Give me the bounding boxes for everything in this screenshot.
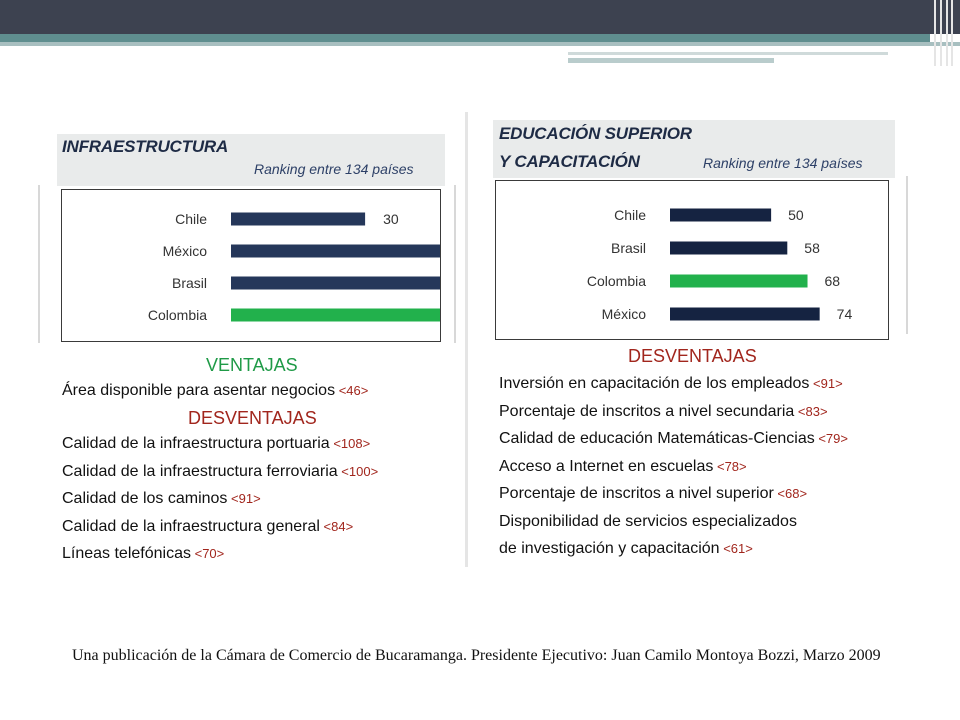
- category-label: Brasil: [171, 275, 207, 291]
- category-label: México: [162, 243, 207, 259]
- right-desventaja-item: [499, 375, 843, 393]
- left-desventaja-item: [62, 463, 378, 481]
- slide-accent-line: [568, 52, 888, 55]
- right-desventaja-item-rank: <78>: [713, 458, 747, 474]
- right-chart-subtitle: Ranking entre 134 países: [703, 155, 863, 171]
- bar-méxico: [670, 308, 820, 321]
- value-label: 30: [383, 211, 399, 227]
- right-desventaja-item-rank: <61>: [719, 541, 753, 556]
- category-label: México: [601, 306, 646, 322]
- right-desventaja-item-text: de investigación y capacitación: [499, 540, 720, 557]
- left-desventajas-heading: DESVENTAJAS: [188, 408, 317, 428]
- left-desventaja-item-rank: <70>: [190, 546, 225, 561]
- left-desventaja-item-text: Calidad de la infraestructura portuaria: [62, 435, 330, 452]
- slide-corner-lines: [932, 0, 954, 66]
- slide-accent-stripe-light: [0, 42, 960, 46]
- category-label: Chile: [614, 207, 646, 223]
- right-desventaja-item-rank: <68>: [773, 486, 808, 501]
- panel-edge: [454, 185, 456, 343]
- bar-brasil: [670, 242, 787, 255]
- right-desventaja-item-text: Disponibilidad de servicios especializados: [499, 512, 797, 530]
- left-desventaja-item: [62, 545, 224, 563]
- slide-top-bar: [0, 0, 960, 34]
- right-desventaja-item: [499, 403, 828, 421]
- panel-edge: [38, 185, 40, 343]
- bar-chile: [231, 213, 365, 226]
- right-desventaja-item-rank: <83>: [794, 403, 828, 419]
- right-bar-chart: [496, 181, 888, 339]
- right-desventaja-item: [499, 458, 747, 476]
- panel-edge: [906, 176, 908, 334]
- left-desventaja-item-text: Calidad de la infraestructura general: [62, 517, 320, 535]
- left-bar-chart: [62, 190, 440, 341]
- panel-separator: [465, 112, 468, 567]
- left-desventaja-item-text: Líneas telefónicas: [62, 545, 191, 562]
- right-desventaja-item-text: Porcentaje de inscritos a nivel superior: [499, 485, 774, 502]
- right-desventaja-item: [499, 430, 848, 448]
- bar-méxico: [231, 245, 440, 258]
- category-label: Brasil: [610, 240, 646, 256]
- value-label: 68: [824, 273, 841, 289]
- right-desventaja-item-text: Calidad de educación Matemáticas-Ciencias: [499, 430, 815, 447]
- slide-accent-stripe: [0, 34, 930, 42]
- right-desventaja-item: [499, 485, 807, 503]
- bar-brasil: [231, 277, 440, 290]
- ventaja-item-text: Área disponible para asentar negocios: [62, 382, 336, 399]
- left-desventaja-item-rank: <91>: [227, 491, 261, 506]
- value-label: 50: [788, 207, 804, 223]
- left-desventaja-item-rank: <108>: [329, 436, 371, 451]
- ventaja-item-rank: <46>: [335, 383, 369, 398]
- right-chart-title-line1: EDUCACIÓN SUPERIOR: [499, 124, 692, 143]
- footer-caption: Una publicación de la Cámara de Comercio de Bucaramanga. Presidente Ejecutivo: Juan Camilo Montoya Bozzi, Marzo 2009: [72, 647, 881, 664]
- right-desventaja-item: [499, 540, 753, 558]
- ventaja-item: [62, 382, 368, 400]
- right-desventaja-item: [499, 513, 797, 531]
- right-chart-box: [495, 180, 889, 340]
- value-label: 74: [836, 306, 853, 322]
- left-desventaja-item: [62, 490, 261, 508]
- right-desventaja-item-text: Acceso a Internet en escuelas: [499, 457, 714, 475]
- left-chart-box: [61, 189, 441, 342]
- right-desventajas-heading: DESVENTAJAS: [628, 346, 757, 366]
- right-desventaja-item-text: Porcentaje de inscritos a nivel secundaria: [499, 402, 795, 420]
- left-chart-subtitle: Ranking entre 134 países: [254, 161, 414, 177]
- bar-colombia: [231, 309, 440, 322]
- bar-colombia: [670, 275, 808, 288]
- right-desventaja-item-text: Inversión en capacitación de los empleados: [499, 375, 810, 392]
- right-desventaja-item-rank: <91>: [809, 376, 843, 391]
- left-desventaja-item: [62, 518, 353, 536]
- left-desventaja-item-rank: <100>: [337, 463, 379, 479]
- category-label: Colombia: [586, 273, 646, 289]
- category-label: Colombia: [147, 307, 207, 323]
- value-label: 58: [804, 240, 820, 256]
- right-desventaja-item-rank: <79>: [814, 431, 848, 446]
- left-desventaja-item-rank: <84>: [319, 518, 354, 534]
- right-chart-title-line2: Y CAPACITACIÓN: [499, 152, 640, 171]
- slide-accent-line: [568, 58, 774, 63]
- category-label: Chile: [175, 211, 207, 227]
- left-desventaja-item: [62, 435, 370, 453]
- ventajas-heading: VENTAJAS: [206, 355, 298, 375]
- left-desventaja-item-text: Calidad de los caminos: [62, 490, 228, 507]
- bar-chile: [670, 209, 771, 222]
- left-desventaja-item-text: Calidad de la infraestructura ferroviaria: [62, 462, 338, 480]
- left-chart-title: INFRAESTRUCTURA: [62, 137, 229, 156]
